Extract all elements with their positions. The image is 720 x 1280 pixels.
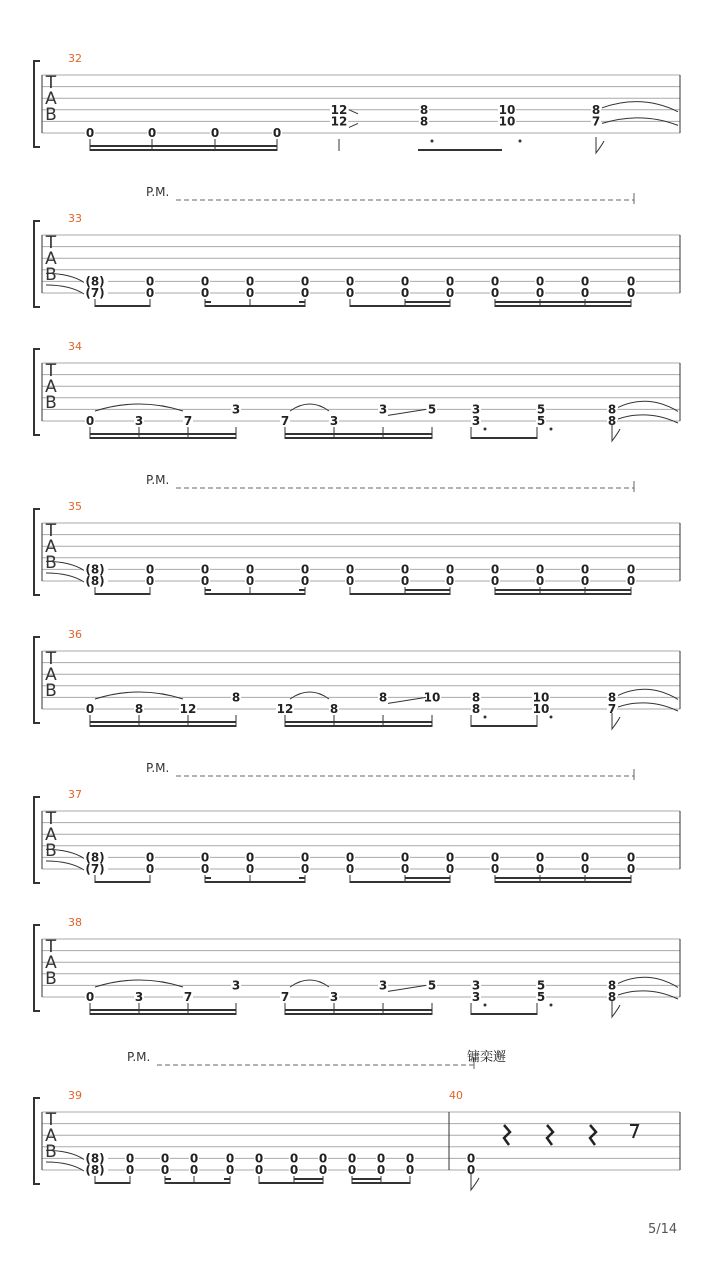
staff-bracket: [34, 797, 40, 883]
fret-number: 0: [225, 1163, 235, 1177]
fret-number: 3: [329, 990, 339, 1004]
measure-number: 34: [68, 340, 82, 353]
fret-number: 0: [626, 274, 636, 289]
beam: [471, 1013, 537, 1015]
tab-clef-letter: T: [45, 233, 57, 253]
beam: [418, 149, 502, 151]
measure-number: 35: [68, 500, 82, 513]
fret-number: 0: [85, 126, 95, 140]
beam: [95, 881, 150, 883]
dot: [550, 716, 553, 719]
fret-number: 0: [535, 574, 545, 588]
staff-bracket: [34, 61, 40, 147]
fret-number: 0: [580, 274, 590, 289]
tab-clef-letter: T: [45, 649, 57, 669]
fret-number: 0: [160, 1163, 170, 1177]
fret-number: 5: [536, 978, 546, 993]
fret-number: 0: [245, 562, 255, 577]
fret-number: 0: [245, 574, 255, 588]
fret-number: 10: [532, 690, 550, 705]
beam: [495, 877, 631, 879]
fret-number: 0: [300, 562, 310, 577]
system-32: [34, 52, 680, 153]
fret-number: 0: [490, 574, 500, 588]
beam-stub: [205, 589, 211, 591]
beam: [285, 721, 432, 723]
fret-number: 0: [160, 1151, 170, 1166]
beam-stub: [205, 301, 211, 303]
beam: [259, 1182, 323, 1184]
fret-number: 0: [272, 126, 282, 140]
fret-number: 10: [532, 702, 550, 716]
system-34: [34, 340, 680, 441]
beam: [495, 589, 631, 591]
slide: [388, 697, 426, 703]
fret-number: 0: [445, 862, 455, 876]
tab-clef-letter: A: [45, 665, 57, 685]
fret-number: 0: [535, 562, 545, 577]
tie: [290, 980, 329, 987]
beam: [285, 725, 432, 727]
fret-number: 3: [134, 990, 144, 1004]
beam-stub: [299, 301, 305, 303]
fret-number: 0: [254, 1151, 264, 1166]
fret-number: 0: [400, 574, 410, 588]
fret-number: 0: [200, 862, 210, 876]
fret-number: 0: [300, 286, 310, 300]
fret-number: (8): [85, 574, 105, 588]
beam: [495, 881, 631, 883]
fret-number: 8: [607, 402, 617, 417]
fret-number: 0: [445, 850, 455, 865]
fret-number: 0: [145, 862, 155, 876]
dot: [519, 140, 522, 143]
tab-clef-letter: B: [45, 553, 57, 573]
fret-number: 0: [376, 1163, 386, 1177]
system-33: [34, 185, 680, 307]
staff-bracket: [34, 925, 40, 1011]
beam: [405, 589, 450, 591]
fret-number: 0: [490, 862, 500, 876]
fret-number: 0: [189, 1151, 199, 1166]
fret-number: 0: [490, 274, 500, 289]
fret-number: 3: [471, 402, 481, 417]
beam: [90, 725, 236, 727]
fret-number: 0: [289, 1151, 299, 1166]
tab-clef-letter: T: [45, 1110, 57, 1130]
fret-number: (8): [85, 1163, 105, 1177]
fret-number: 0: [300, 862, 310, 876]
fret-number: 0: [535, 286, 545, 300]
beam: [405, 877, 450, 879]
tab-clef-letter: A: [45, 1126, 57, 1146]
fret-number: 3: [329, 414, 339, 428]
fret-number: 8: [231, 690, 241, 705]
tab-clef-letter: T: [45, 521, 57, 541]
fret-number: 0: [300, 574, 310, 588]
dot: [484, 428, 487, 431]
fret-number: 0: [225, 1151, 235, 1166]
fret-number: 0: [400, 850, 410, 865]
tab-clef-letter: A: [45, 377, 57, 397]
tab-clef-letter: B: [45, 1142, 57, 1162]
fret-number: 8: [419, 114, 429, 129]
fret-number: 0: [445, 562, 455, 577]
fret-number: 8: [471, 690, 481, 705]
measure-number: 33: [68, 212, 82, 225]
fret-number: 0: [289, 1163, 299, 1177]
fret-number: 0: [200, 274, 210, 289]
fret-number: 3: [231, 402, 241, 417]
fret-number: 0: [405, 1163, 415, 1177]
fret-number: 0: [200, 574, 210, 588]
tie: [95, 980, 183, 987]
fret-number: 0: [125, 1163, 135, 1177]
fret-number: 0: [210, 126, 220, 140]
dot: [484, 1004, 487, 1007]
fret-number: 0: [535, 850, 545, 865]
tab-clef-letter: A: [45, 249, 57, 269]
measure-number: 36: [68, 628, 82, 641]
fret-number: (7): [85, 862, 105, 876]
fret-number: 7: [183, 990, 193, 1004]
fret-number: 3: [378, 402, 388, 417]
fret-number: 0: [245, 862, 255, 876]
system-36: [34, 628, 680, 729]
system-37: [34, 761, 680, 883]
tab-clef-letter: T: [45, 361, 57, 381]
fret-number: 7: [591, 114, 601, 129]
flag: [596, 137, 604, 153]
fret-number: 0: [466, 1163, 476, 1177]
palm-mute-label: P.M.: [146, 473, 170, 487]
tab-clef-letter: A: [45, 537, 57, 557]
fret-number: 0: [626, 574, 636, 588]
fret-number: 0: [400, 862, 410, 876]
dot: [550, 428, 553, 431]
fret-number: 3: [378, 978, 388, 993]
fret-number: 8: [591, 102, 601, 117]
fret-number: 0: [490, 850, 500, 865]
beam: [405, 301, 450, 303]
fret-number: 0: [345, 274, 355, 289]
beam: [95, 305, 150, 307]
fret-number: 0: [626, 862, 636, 876]
beam: [471, 437, 537, 439]
beam: [90, 433, 236, 435]
tie: [618, 703, 678, 711]
fret-number: 0: [347, 1151, 357, 1166]
fret-number: 0: [147, 126, 157, 140]
staff-bracket: [34, 509, 40, 595]
staff-bracket: [34, 637, 40, 723]
staff-bracket: [34, 349, 40, 435]
fret-number: 8: [134, 702, 144, 716]
tie: [290, 692, 329, 699]
fret-number: 3: [471, 990, 481, 1004]
fret-number: 8: [607, 990, 617, 1004]
fret-number: 0: [345, 562, 355, 577]
palm-mute-label: P.M.: [146, 185, 170, 199]
fret-number: 0: [490, 562, 500, 577]
tab-clef-letter: A: [45, 825, 57, 845]
fret-number: 0: [345, 850, 355, 865]
beam-stub: [224, 1178, 230, 1180]
fret-number: 0: [85, 414, 95, 428]
tab-clef-letter: A: [45, 89, 57, 109]
fret-number: 3: [471, 978, 481, 993]
beam: [95, 1182, 130, 1184]
beam: [350, 593, 450, 595]
fret-number: 0: [300, 274, 310, 289]
fret-number: 5: [536, 414, 546, 428]
beam: [90, 721, 236, 723]
fret-number: 0: [318, 1151, 328, 1166]
fret-number: 0: [145, 850, 155, 865]
fret-number: 12: [330, 114, 348, 129]
fret-number: 0: [245, 850, 255, 865]
dot: [484, 716, 487, 719]
slide: [388, 409, 426, 415]
fret-number: 10: [498, 114, 516, 129]
fret-number: 0: [145, 574, 155, 588]
beam: [205, 305, 305, 307]
palm-mute-label: P.M.: [127, 1050, 151, 1064]
fret-number: 12: [276, 702, 294, 716]
palm-mute-label: P.M.: [146, 761, 170, 775]
fret-number: 8: [419, 102, 429, 117]
system-38: [34, 916, 680, 1017]
beam: [205, 593, 305, 595]
fret-number: 8: [378, 690, 388, 705]
tie: [618, 415, 678, 423]
beam: [471, 725, 537, 727]
beam: [90, 145, 277, 147]
eighth-rest-icon: [630, 1125, 638, 1138]
fret-number: (8): [85, 562, 105, 577]
measure-number: 39: [68, 1089, 82, 1102]
beam: [95, 593, 150, 595]
fret-number: 0: [445, 274, 455, 289]
fret-number: 12: [330, 102, 348, 117]
tie: [618, 991, 678, 999]
beam: [90, 1009, 236, 1011]
fret-number: 0: [535, 274, 545, 289]
fret-number: 0: [535, 862, 545, 876]
fret-number: 0: [85, 702, 95, 716]
fret-number: 0: [85, 990, 95, 1004]
fret-number: 0: [145, 274, 155, 289]
beam-stub: [299, 877, 305, 879]
tab-clef-letter: B: [45, 681, 57, 701]
beam: [285, 1013, 432, 1015]
fret-number: 0: [580, 574, 590, 588]
fret-number: 0: [400, 274, 410, 289]
fret-number: 0: [466, 1151, 476, 1166]
fret-number: 7: [183, 414, 193, 428]
fret-number: 0: [376, 1151, 386, 1166]
fret-number: 0: [490, 286, 500, 300]
beam: [350, 881, 450, 883]
annotation-text: 镛栾邂: [467, 1050, 507, 1065]
beam: [495, 305, 631, 307]
fret-number: 0: [300, 850, 310, 865]
measure-number: 38: [68, 916, 82, 929]
fret-number: 10: [498, 102, 516, 117]
fret-number: 0: [145, 562, 155, 577]
fret-number: 3: [471, 414, 481, 428]
system-35: [34, 473, 680, 595]
fret-number: 0: [345, 862, 355, 876]
tie: [290, 404, 329, 411]
beam: [165, 1182, 230, 1184]
beam: [350, 305, 450, 307]
fret-number: 0: [245, 286, 255, 300]
tab-clef-letter: B: [45, 393, 57, 413]
fret-number: 0: [200, 850, 210, 865]
fret-number: 0: [345, 574, 355, 588]
fret-number: 0: [400, 562, 410, 577]
fret-number: 0: [580, 850, 590, 865]
measure-number: 32: [68, 52, 82, 65]
fret-number: 0: [318, 1163, 328, 1177]
page-number: 5/14: [648, 1222, 678, 1237]
fret-number: 3: [134, 414, 144, 428]
tab-clef-letter: T: [45, 937, 57, 957]
beam: [90, 1013, 236, 1015]
beam: [90, 149, 277, 151]
fret-number: 8: [607, 978, 617, 993]
beam: [205, 881, 305, 883]
fret-number: 0: [626, 286, 636, 300]
fret-number: (8): [85, 850, 105, 865]
tab-clef-letter: B: [45, 105, 57, 125]
fret-number: 7: [607, 702, 617, 716]
fret-number: 0: [189, 1163, 199, 1177]
staff-bracket: [34, 1098, 40, 1184]
tie: [95, 404, 183, 411]
fret-number: 0: [405, 1151, 415, 1166]
staff-bracket: [34, 221, 40, 307]
tab-clef-letter: B: [45, 841, 57, 861]
fret-number: 0: [200, 562, 210, 577]
fret-number: 0: [445, 574, 455, 588]
beam-stub: [299, 589, 305, 591]
measure-number: 37: [68, 788, 82, 801]
fret-number: 0: [445, 286, 455, 300]
slide: [349, 110, 358, 128]
tab-clef-letter: A: [45, 953, 57, 973]
measure-number: 40: [449, 1089, 463, 1102]
tie: [95, 692, 183, 699]
fret-number: 0: [580, 286, 590, 300]
fret-number: 8: [607, 690, 617, 705]
fret-number: 0: [626, 562, 636, 577]
fret-number: 8: [607, 414, 617, 428]
beam: [352, 1178, 381, 1180]
fret-number: 0: [400, 286, 410, 300]
system-39: [34, 1049, 680, 1190]
fret-number: 0: [626, 850, 636, 865]
beam: [285, 1009, 432, 1011]
beam-stub: [205, 877, 211, 879]
fret-number: 0: [200, 286, 210, 300]
fret-number: 0: [245, 274, 255, 289]
tab-clef-letter: T: [45, 73, 57, 93]
tab-clef-letter: B: [45, 969, 57, 989]
fret-number: 0: [580, 862, 590, 876]
fret-number: 0: [145, 286, 155, 300]
dot: [550, 1004, 553, 1007]
beam-stub: [165, 1178, 171, 1180]
fret-number: 8: [329, 702, 339, 716]
fret-number: 0: [125, 1151, 135, 1166]
tab-clef-letter: T: [45, 809, 57, 829]
beam: [294, 1178, 323, 1180]
fret-number: 0: [347, 1163, 357, 1177]
fret-number: 12: [179, 702, 197, 716]
fret-number: 7: [280, 414, 290, 428]
fret-number: 5: [536, 402, 546, 417]
fret-number: 10: [423, 690, 441, 705]
slide: [388, 985, 426, 991]
fret-number: 8: [471, 702, 481, 716]
fret-number: (8): [85, 1151, 105, 1166]
beam: [495, 301, 631, 303]
fret-number: 0: [345, 286, 355, 300]
beam: [90, 437, 236, 439]
tab-clef-letter: B: [45, 265, 57, 285]
beam: [285, 437, 432, 439]
fret-number: (8): [85, 274, 105, 289]
fret-number: (7): [85, 286, 105, 300]
fret-number: 0: [254, 1163, 264, 1177]
fret-number: 7: [280, 990, 290, 1004]
fret-number: 5: [427, 978, 437, 993]
fret-number: 5: [536, 990, 546, 1004]
fret-number: 5: [427, 402, 437, 417]
beam: [285, 433, 432, 435]
dot: [431, 140, 434, 143]
beam: [495, 593, 631, 595]
fret-number: 3: [231, 978, 241, 993]
fret-number: 0: [580, 562, 590, 577]
